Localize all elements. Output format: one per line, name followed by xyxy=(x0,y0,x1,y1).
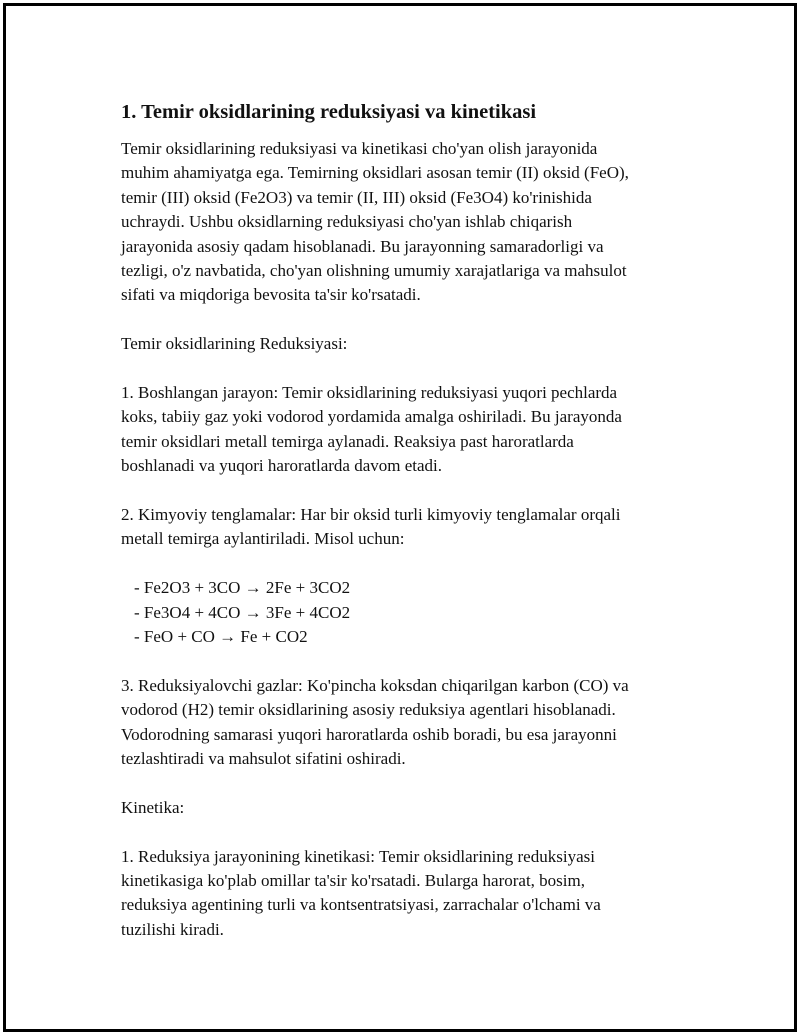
intro-paragraph: Temir oksidlarining reduksiyasi va kinetikasi cho'yan olish jarayonida muhim ahamiyatga ega. Temirning oksidlari asosan temir (II) oksid (FeO), temir (III) oksid (Fe2O3) va temir (II, III) oksid (Fe3O4) ko'rinishida uchraydi. Ushbu oksidlarning reduksiyasi cho'yan ishlab chiqarish jarayonida asosiy qadam hisoblanadi. Bu jarayonning samaradorligi va tezligi, o'z navbatida, cho'yan olishning umumiy xarajatlariga va mahsulot sifati va miqdoriga bevosita ta'sir ko'rsatadi. xyxy=(121,139,629,305)
equation-list xyxy=(121,576,711,649)
equation-item: - FeO + CO → Fe + CO2 xyxy=(134,627,308,647)
document-page xyxy=(3,3,797,1032)
reduction-item-3: 3. Reduksiyalovchi gazlar: Ko'pincha koksdan chiqarilgan karbon (CO) va vodorod (H2) temir oksidlarining asosiy reduksiya agentlari hisoblanadi. Vodorodning samarasi yuqori haroratlarda oshib boradi, bu esa jarayonni tezlashtiradi va mahsulot sifatini oshiradi. xyxy=(121,675,629,769)
paragraph-spacer xyxy=(121,308,711,332)
reduction-item-1: 1. Boshlangan jarayon: Temir oksidlarining reduksiyasi yuqori pechlarda koks, tabiiy gaz yoki vodorod yordamida amalga oshiriladi. Bu jarayonda temir oksidlari metall temirga aylanadi. Reaksiya past haroratlarda boshlanadi va yuqori haroratlarda davom etadi. xyxy=(121,383,622,476)
document-title: 1. Temir oksidlarining reduksiyasi va kinetikasi xyxy=(121,101,537,123)
paragraph-spacer xyxy=(121,771,711,795)
paragraph-spacer xyxy=(121,820,711,844)
document-body xyxy=(121,98,711,942)
paragraph-spacer xyxy=(121,552,711,576)
kinetics-item-1: 1. Reduksiya jarayonining kinetikasi: Temir oksidlarining reduksiyasi kinetikasiga ko'plab omillar ta'sir ko'rsatadi. Bularga harorat, bosim, reduksiya agentining turli va kontsentratsiyasi, zarrachalar o'lchami va tuzilishi kiradi. xyxy=(121,846,601,939)
reduction-heading: Temir oksidlarining Reduksiyasi: xyxy=(121,334,348,354)
paragraph-spacer xyxy=(121,649,711,673)
equation-item: - Fe3O4 + 4CO → 3Fe + 4CO2 xyxy=(134,602,351,622)
paragraph-spacer xyxy=(121,357,711,381)
kinetics-heading: Kinetika: xyxy=(121,797,185,817)
equation-item: - Fe2O3 + 3CO → 2Fe + 3CO2 xyxy=(134,578,351,598)
reduction-item-2: 2. Kimyoviy tenglamalar: Har bir oksid turli kimyoviy tenglamalar orqali metall temirga aylantiriladi. Misol uchun: xyxy=(121,505,621,549)
paragraph-spacer xyxy=(121,479,711,503)
